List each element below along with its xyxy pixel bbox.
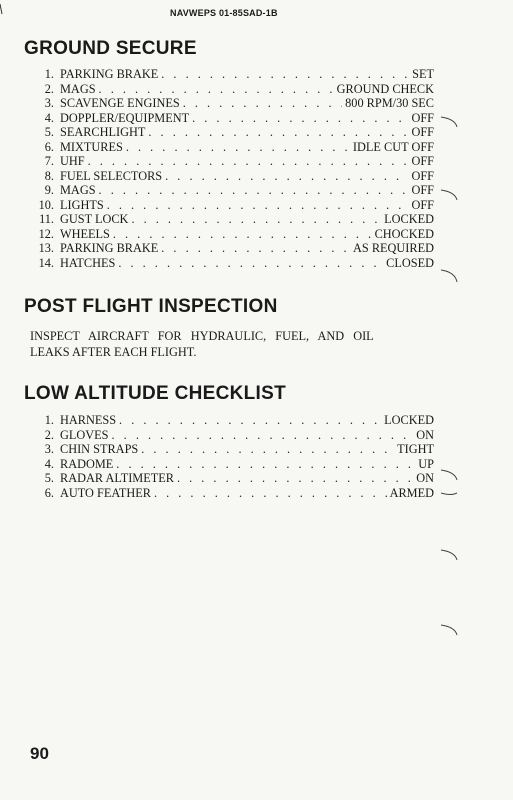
item-number: 5. <box>44 125 54 139</box>
item-value: OFF <box>411 197 434 212</box>
item-label: HARNESS <box>60 413 117 427</box>
item-label: SEARCHLIGHT <box>60 125 146 139</box>
item-number: 13. <box>38 241 54 255</box>
item-number: 2. <box>44 81 54 96</box>
item-number: 3. <box>44 442 54 456</box>
item-value: AS REQUIRED <box>353 241 434 255</box>
item-value: TIGHT <box>397 442 434 456</box>
item-number: 3. <box>44 96 54 110</box>
item-label: WHEELS <box>60 226 110 241</box>
item-number: 7. <box>44 154 54 168</box>
item-value: OFF <box>411 154 434 168</box>
item-label: MAGS <box>60 81 96 96</box>
item-value: SET <box>412 67 434 81</box>
item-label: UHF <box>60 154 85 168</box>
item-value: ARMED <box>389 485 434 500</box>
item-value: 800 RPM/30 SEC <box>345 96 434 110</box>
item-label: GLOVES <box>60 427 109 442</box>
item-value: GROUND CHECK <box>336 81 434 96</box>
item-value: OFF <box>411 110 434 125</box>
item-number: 2. <box>44 427 54 442</box>
low-altitude-title: LOW ALTITUDE CHECKLIST <box>24 383 287 404</box>
post-flight-title: POST FLIGHT INSPECTION <box>24 296 278 317</box>
item-value: OFF <box>411 183 434 197</box>
item-label: RADOME <box>60 456 114 471</box>
ground-secure-title: GROUND SECURE <box>24 38 197 59</box>
item-number: 4. <box>44 110 54 125</box>
page-number: 90 <box>30 744 49 763</box>
item-label: GUST LOCK <box>60 212 129 226</box>
item-label: RADAR ALTIMETER <box>60 471 174 485</box>
item-label: CHIN STRAPS <box>60 442 139 456</box>
item-value: CHOCKED <box>374 226 434 241</box>
item-number: 10. <box>38 197 54 212</box>
item-label: DOPPLER/EQUIPMENT <box>60 110 190 125</box>
item-number: 1. <box>44 413 54 427</box>
item-number: 14. <box>38 255 54 270</box>
item-value: UP <box>418 456 434 471</box>
item-value: IDLE CUT OFF <box>352 139 434 154</box>
item-value: ON <box>416 471 434 485</box>
post-flight-line-1: INSPECT AIRCRAFT FOR HYDRAULIC, FUEL, AND OIL <box>30 329 374 343</box>
item-number: 9. <box>44 183 54 197</box>
document-header: NAVWEPS 01-85SAD-1B <box>170 8 278 18</box>
item-number: 4. <box>44 456 54 471</box>
item-number: 6. <box>44 139 54 154</box>
item-value: OFF <box>411 168 434 183</box>
item-number: 8. <box>44 168 54 183</box>
item-label: AUTO FEATHER <box>60 485 151 500</box>
item-number: 1. <box>44 67 54 81</box>
item-label: MIXTURES <box>60 139 123 154</box>
item-label: SCAVENGE ENGINES <box>60 96 180 110</box>
item-value: LOCKED <box>384 212 434 226</box>
item-label: FUEL SELECTORS <box>60 168 163 183</box>
item-label: LIGHTS <box>60 197 104 212</box>
post-flight-line-2: LEAKS AFTER EACH FLIGHT. <box>30 344 197 359</box>
item-number: 11. <box>39 212 54 226</box>
item-value: ON <box>416 427 434 442</box>
item-label: PARKING BRAKE <box>60 241 159 255</box>
item-value: OFF <box>411 125 434 139</box>
item-number: 5. <box>44 471 54 485</box>
item-number: 6. <box>44 485 54 500</box>
item-value: CLOSED <box>386 255 434 270</box>
item-label: PARKING BRAKE <box>60 67 159 81</box>
item-value: LOCKED <box>384 413 434 427</box>
item-label: HATCHES <box>60 255 116 270</box>
item-label: MAGS <box>60 183 96 197</box>
item-number: 12. <box>38 226 54 241</box>
